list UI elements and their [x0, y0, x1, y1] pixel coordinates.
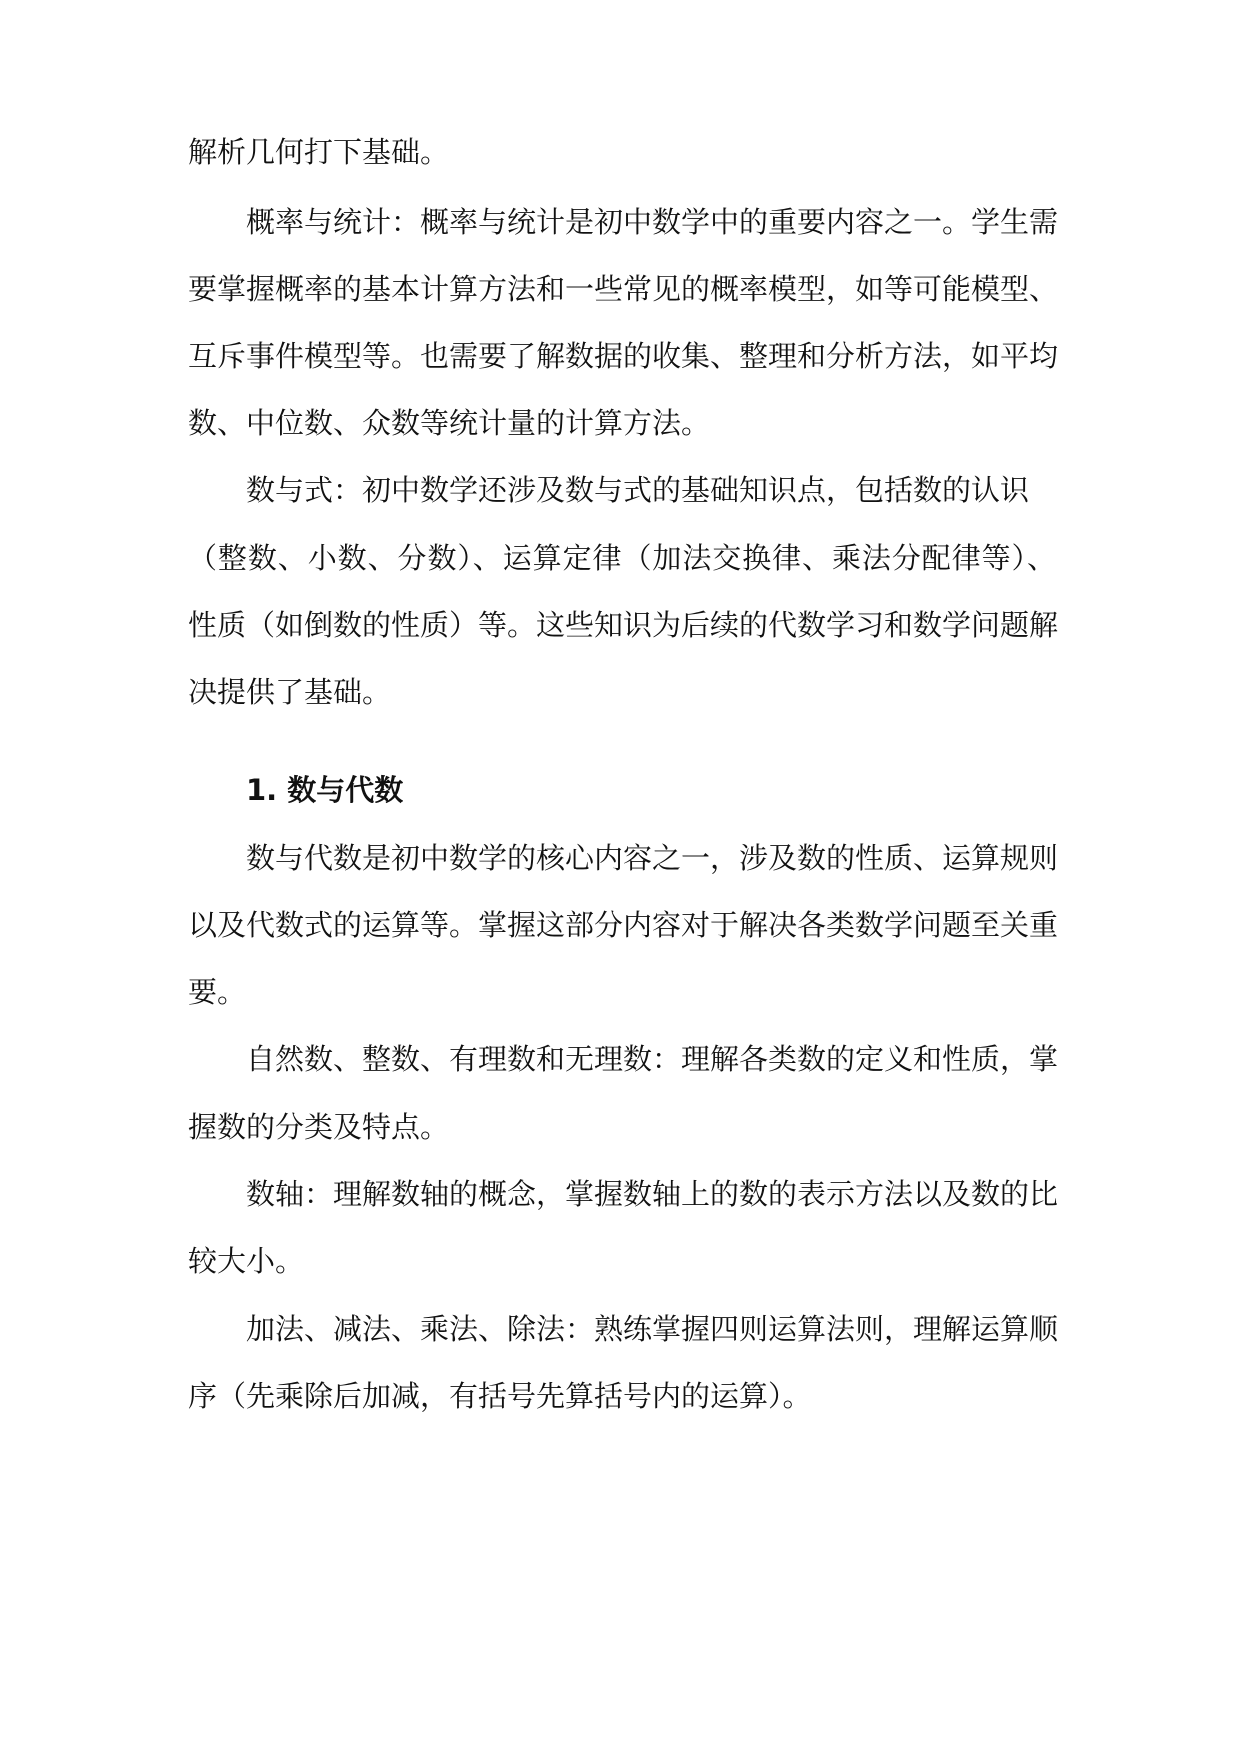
text-line: 要。 [188, 975, 247, 1009]
text-line: 自然数、整数、有理数和无理数：理解各类数的定义和性质，掌 [246, 1042, 1059, 1076]
text-line: 要掌握概率的基本计算方法和一些常见的概率模型，如等可能模型、 [188, 272, 1059, 306]
text-line: 握数的分类及特点。 [188, 1110, 450, 1144]
text-line: 数与代数是初中数学的核心内容之一，涉及数的性质、运算规则 [246, 841, 1059, 875]
text-line: 概率与统计：概率与统计是初中数学中的重要内容之一。学生需 [246, 205, 1059, 239]
text-line: 解析几何打下基础。 [188, 135, 450, 169]
text-line: 互斥事件模型等。也需要了解数据的收集、整理和分析方法，如平均 [188, 339, 1059, 373]
text-line: 数轴：理解数轴的概念，掌握数轴上的数的表示方法以及数的比 [246, 1177, 1059, 1211]
text-line: 加法、减法、乘法、除法：熟练掌握四则运算法则，理解运算顺 [246, 1312, 1059, 1346]
text-line: 数、中位数、众数等统计量的计算方法。 [188, 406, 711, 440]
text-line: 以及代数式的运算等。掌握这部分内容对于解决各类数学问题至关重 [188, 908, 1059, 942]
text-line: 较大小。 [188, 1244, 305, 1278]
text-line: 数与式：初中数学还涉及数与式的基础知识点，包括数的认识 [246, 473, 1030, 507]
text-line: （整数、小数、分数）、运算定律（加法交换律、乘法分配律等）、 [188, 541, 1056, 575]
text-line: 决提供了基础。 [188, 675, 392, 709]
section-heading: 1. 数与代数 [246, 773, 404, 807]
text-line: 序（先乘除后加减，有括号先算括号内的运算）。 [188, 1379, 812, 1413]
text-line: 性质（如倒数的性质）等。这些知识为后续的代数学习和数学问题解 [188, 608, 1059, 642]
